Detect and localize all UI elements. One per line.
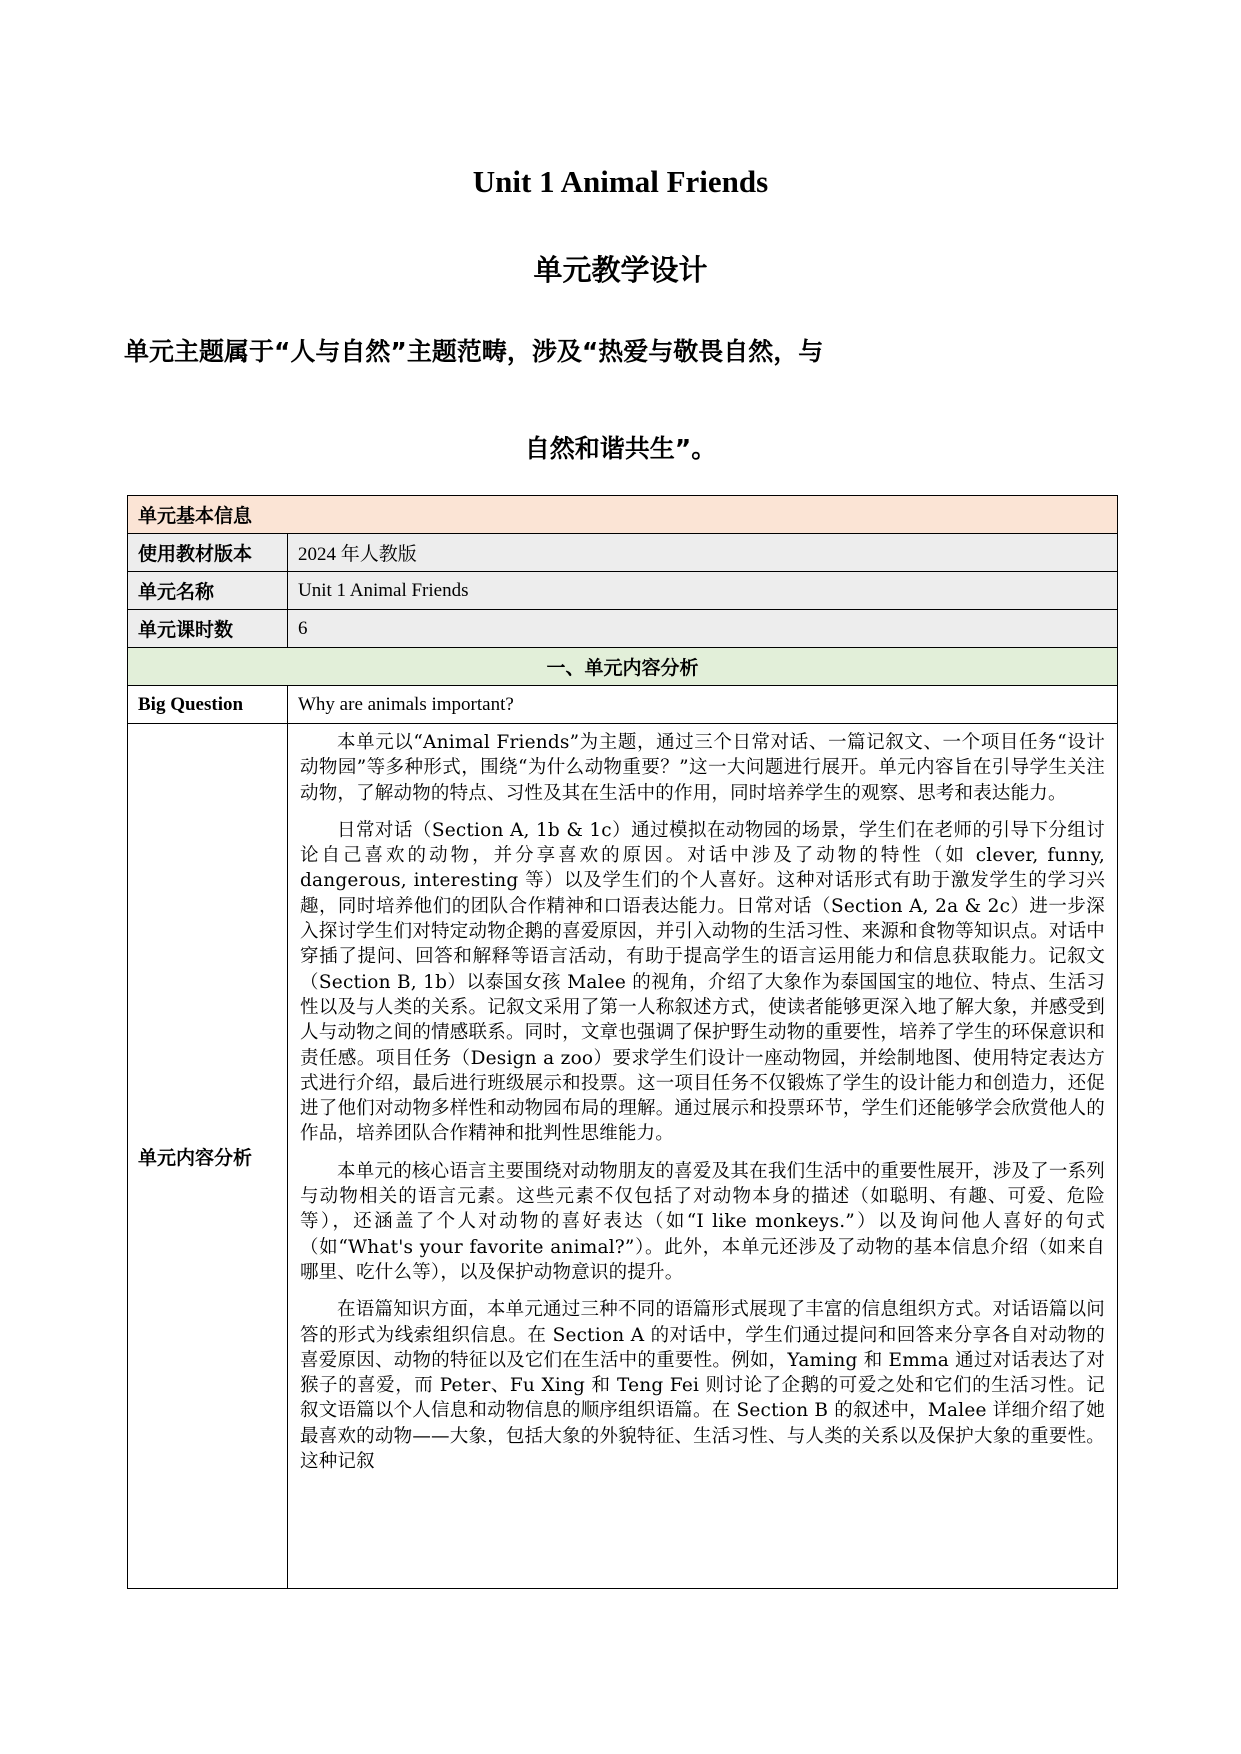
table-row	[128, 610, 1118, 648]
big-question-label: Big Question	[128, 686, 288, 724]
content-paragraph-2: 日常对话（Section A, 1b & 1c）通过模拟在动物园的场景，学生们在老师的引导下分组讨论自己喜欢的动物，并分享喜欢的原因。对话中涉及了动物的特性（如 clever, funny, dangerous, interesting 等）以及学生们的个人喜好。这种对话形式有助于激发学生的学习兴趣，同时培养他们的团队合作精神和口语表达能力。日常对话（Section A, 2a & 2c）进一步深入探讨学生们对特定动物企鹅的喜爱原因，并引入动物的生活习性、来源和食物等知识点。对话中穿插了提问、回答和解释等语言活动，有助于提高学生的语言运用能力和信息获取能力。记叙文（Section B, 1b）以泰国女孩 Malee 的视角，介绍了大象作为泰国国宝的地位、特点、生活习性以及与人类的关系。记叙文采用了第一人称叙述方式，使读者能够更深入地了解大象，并感受到人与动物之间的情感联系。同时，文章也强调了保护野生动物的重要性，培养了学生的环保意识和责任感。项目任务（Design a zoo）要求学生们设计一座动物园，并绘制地图、使用特定表达方式进行介绍，最后进行班级展示和投票。这一项目任务不仅锻炼了学生的设计能力和创造力，还促进了他们对动物多样性和动物园布局的理解。通过展示和投票环节，学生们还能够学会欣赏他人的作品，培养团队合作精神和批判性思维能力。	[300, 819, 1106, 1145]
document-title-cn: 单元教学设计	[533, 253, 708, 287]
content-paragraph-3: 本单元的核心语言主要围绕对动物朋友的喜爱及其在我们生活中的重要性展开，涉及了一系列与动物相关的语言元素。这些元素不仅包括了对动物本身的描述（如聪明、有趣、可爱、危险等），还涵盖了个人对动物的喜好表达（如“I like monkeys.”）以及询问他人喜好的句式（如“What's your favorite animal?”）。此外，本单元还涉及了动物的基本信息介绍（如来自哪里、吃什么等），以及保护动物意识的提升。	[300, 1160, 1106, 1283]
row-value-unit-name: Unit 1 Animal Friends	[288, 572, 1118, 610]
table-row	[128, 572, 1118, 610]
section-title: 一、单元内容分析	[128, 648, 1118, 686]
row-label-lesson-count: 单元课时数	[128, 610, 288, 648]
section-title-row	[128, 648, 1118, 686]
theme-statement-line-1: 单元主题属于“人与自然”主题范畴，涉及“热爱与敬畏自然，与	[124, 337, 824, 366]
unit-info-table	[127, 495, 1118, 1589]
table-row	[128, 534, 1118, 572]
table-header-row	[128, 496, 1118, 534]
row-value-textbook-version: 2024 年人教版	[288, 534, 1118, 572]
content-analysis-body	[288, 724, 1118, 1589]
content-analysis-row	[128, 724, 1118, 1589]
table-header-label: 单元基本信息	[128, 496, 1118, 534]
document-title-en: Unit 1 Animal Friends	[472, 164, 769, 199]
row-label-unit-name: 单元名称	[128, 572, 288, 610]
content-paragraph-1: 本单元以“Animal Friends”为主题，通过三个日常对话、一篇记叙文、一个项目任务“设计动物园”等多种形式，围绕“为什么动物重要？”这一大问题进行展开。单元内容旨在引导学生关注动物，了解动物的特点、习性及其在生活中的作用，同时培养学生的观察、思考和表达能力。	[300, 732, 1106, 804]
content-analysis-label: 单元内容分析	[128, 724, 288, 1589]
content-paragraph-4: 在语篇知识方面，本单元通过三种不同的语篇形式展现了丰富的信息组织方式。对话语篇以问答的形式为线索组织信息。在 Section A 的对话中，学生们通过提问和回答来分享各自对动物的喜爱原因、动物的特征以及它们在生活中的重要性。例如，Yaming 和 Emma 通过对话表达了对猴子的喜爱，而 Peter、Fu Xing 和 Teng Fei 则讨论了企鹅的可爱之处和它们的生活习性。记叙文语篇以个人信息和动物信息的顺序组织语篇。在 Section B 的叙述中，Malee 详细介绍了她最喜欢的动物——大象，包括大象的外貌特征、生活习性、与人类的关系以及保护大象的重要性。这种记叙	[300, 1299, 1106, 1473]
theme-statement-line-2: 自然和谐共生”。	[524, 434, 717, 463]
table-row	[128, 686, 1118, 724]
row-label-textbook-version: 使用教材版本	[128, 534, 288, 572]
row-value-lesson-count: 6	[288, 610, 1118, 648]
big-question-value: Why are animals important?	[288, 686, 1118, 724]
